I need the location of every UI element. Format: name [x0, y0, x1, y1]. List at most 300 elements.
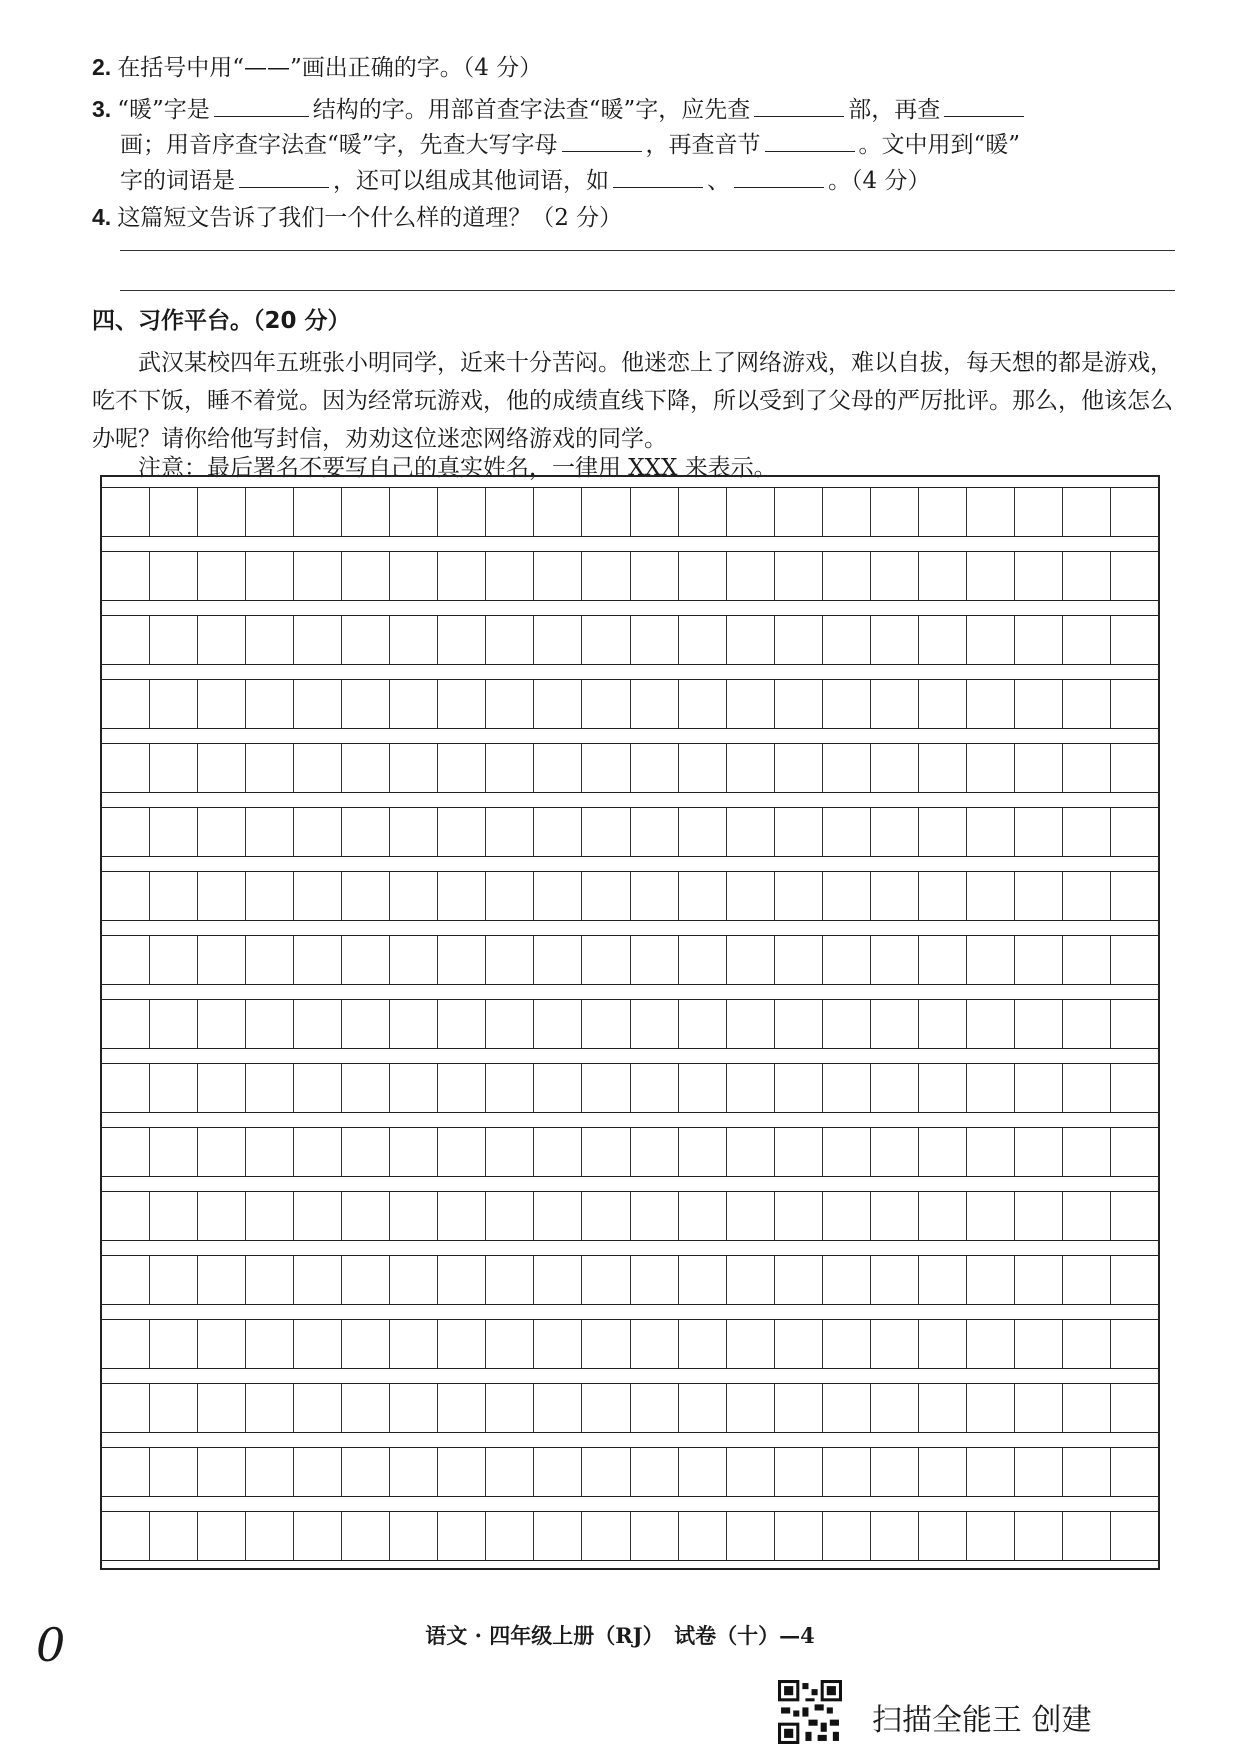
grid-cell[interactable]: [102, 808, 149, 856]
grid-cell[interactable]: [197, 1320, 245, 1368]
grid-cell[interactable]: [1110, 1192, 1158, 1240]
grid-cell[interactable]: [726, 872, 774, 920]
grid-cell[interactable]: [630, 1448, 678, 1496]
grid-cell[interactable]: [822, 488, 870, 536]
grid-cell[interactable]: [822, 1000, 870, 1048]
grid-cell[interactable]: [149, 616, 197, 664]
grid-cell[interactable]: [533, 1448, 581, 1496]
grid-cell[interactable]: [485, 872, 533, 920]
grid-cell[interactable]: [918, 680, 966, 728]
grid-cell[interactable]: [102, 744, 149, 792]
grid-cell[interactable]: [1062, 808, 1110, 856]
grid-cell[interactable]: [966, 616, 1014, 664]
grid-cell[interactable]: [389, 680, 437, 728]
grid-cell[interactable]: [678, 1192, 726, 1240]
grid-cell[interactable]: [774, 1448, 822, 1496]
grid-cell[interactable]: [437, 552, 485, 600]
grid-cell[interactable]: [485, 488, 533, 536]
grid-cell[interactable]: [485, 1320, 533, 1368]
grid-cell[interactable]: [341, 488, 389, 536]
grid-cell[interactable]: [341, 1384, 389, 1432]
grid-cell[interactable]: [918, 1064, 966, 1112]
grid-cell[interactable]: [245, 616, 293, 664]
grid-cell[interactable]: [149, 552, 197, 600]
grid-cell[interactable]: [485, 936, 533, 984]
grid-cell[interactable]: [630, 488, 678, 536]
grid-cell[interactable]: [918, 808, 966, 856]
grid-cell[interactable]: [293, 552, 341, 600]
grid-cell[interactable]: [197, 936, 245, 984]
grid-cell[interactable]: [102, 1320, 149, 1368]
answer-blank[interactable]: [734, 186, 824, 188]
grid-cell[interactable]: [341, 680, 389, 728]
grid-cell[interactable]: [437, 1512, 485, 1560]
grid-cell[interactable]: [726, 1192, 774, 1240]
grid-cell[interactable]: [102, 1512, 149, 1560]
grid-cell[interactable]: [1014, 1256, 1062, 1304]
writing-grid[interactable]: [100, 475, 1160, 1570]
grid-cell[interactable]: [102, 1448, 149, 1496]
answer-blank[interactable]: [944, 115, 1024, 117]
grid-cell[interactable]: [870, 808, 918, 856]
grid-cell[interactable]: [678, 872, 726, 920]
grid-cell[interactable]: [149, 872, 197, 920]
grid-cell[interactable]: [678, 1000, 726, 1048]
grid-cell[interactable]: [149, 1512, 197, 1560]
grid-cell[interactable]: [678, 1448, 726, 1496]
grid-cell[interactable]: [533, 1320, 581, 1368]
grid-cell[interactable]: [1110, 1384, 1158, 1432]
grid-cell[interactable]: [389, 1064, 437, 1112]
grid-cell[interactable]: [726, 1128, 774, 1176]
grid-cell[interactable]: [341, 1320, 389, 1368]
grid-cell[interactable]: [774, 1128, 822, 1176]
grid-cell[interactable]: [726, 1064, 774, 1112]
grid-cell[interactable]: [774, 808, 822, 856]
grid-cell[interactable]: [102, 680, 149, 728]
grid-cell[interactable]: [726, 808, 774, 856]
grid-cell[interactable]: [870, 872, 918, 920]
grid-cell[interactable]: [966, 1000, 1014, 1048]
grid-cell[interactable]: [630, 872, 678, 920]
grid-cell[interactable]: [1062, 1448, 1110, 1496]
grid-cell[interactable]: [581, 1256, 629, 1304]
grid-cell[interactable]: [197, 680, 245, 728]
grid-cell[interactable]: [389, 936, 437, 984]
grid-cell[interactable]: [822, 1256, 870, 1304]
grid-cell[interactable]: [774, 1320, 822, 1368]
grid-cell[interactable]: [197, 872, 245, 920]
grid-cell[interactable]: [341, 1192, 389, 1240]
grid-cell[interactable]: [726, 744, 774, 792]
grid-cell[interactable]: [102, 1384, 149, 1432]
grid-cell[interactable]: [1014, 1448, 1062, 1496]
grid-cell[interactable]: [918, 1192, 966, 1240]
grid-cell[interactable]: [485, 1000, 533, 1048]
grid-cell[interactable]: [966, 1128, 1014, 1176]
grid-cell[interactable]: [437, 744, 485, 792]
grid-cell[interactable]: [918, 1512, 966, 1560]
grid-cell[interactable]: [918, 872, 966, 920]
grid-cell[interactable]: [870, 744, 918, 792]
grid-cell[interactable]: [678, 1384, 726, 1432]
grid-cell[interactable]: [966, 552, 1014, 600]
answer-line[interactable]: [120, 250, 1175, 251]
grid-cell[interactable]: [726, 552, 774, 600]
grid-cell[interactable]: [678, 488, 726, 536]
grid-cell[interactable]: [966, 1320, 1014, 1368]
grid-cell[interactable]: [437, 1192, 485, 1240]
grid-cell[interactable]: [102, 1256, 149, 1304]
grid-cell[interactable]: [1062, 1128, 1110, 1176]
grid-cell[interactable]: [822, 552, 870, 600]
grid-cell[interactable]: [630, 1320, 678, 1368]
grid-cell[interactable]: [1014, 1128, 1062, 1176]
grid-cell[interactable]: [1014, 1064, 1062, 1112]
grid-cell[interactable]: [966, 488, 1014, 536]
grid-cell[interactable]: [774, 1512, 822, 1560]
grid-cell[interactable]: [774, 872, 822, 920]
grid-cell[interactable]: [533, 936, 581, 984]
grid-cell[interactable]: [437, 872, 485, 920]
grid-cell[interactable]: [870, 680, 918, 728]
grid-cell[interactable]: [437, 1384, 485, 1432]
grid-cell[interactable]: [149, 936, 197, 984]
grid-cell[interactable]: [630, 1064, 678, 1112]
grid-cell[interactable]: [870, 1000, 918, 1048]
grid-cell[interactable]: [1062, 1000, 1110, 1048]
grid-cell[interactable]: [966, 936, 1014, 984]
grid-cell[interactable]: [822, 936, 870, 984]
grid-cell[interactable]: [341, 872, 389, 920]
grid-cell[interactable]: [149, 1256, 197, 1304]
grid-cell[interactable]: [485, 1256, 533, 1304]
grid-cell[interactable]: [774, 552, 822, 600]
grid-cell[interactable]: [581, 1512, 629, 1560]
grid-cell[interactable]: [533, 552, 581, 600]
grid-cell[interactable]: [581, 1320, 629, 1368]
grid-cell[interactable]: [102, 872, 149, 920]
answer-blank[interactable]: [754, 115, 844, 117]
grid-cell[interactable]: [533, 680, 581, 728]
grid-cell[interactable]: [966, 1384, 1014, 1432]
grid-cell[interactable]: [245, 744, 293, 792]
grid-cell[interactable]: [966, 744, 1014, 792]
grid-cell[interactable]: [630, 1256, 678, 1304]
grid-cell[interactable]: [437, 1064, 485, 1112]
grid-cell[interactable]: [149, 744, 197, 792]
grid-cell[interactable]: [870, 1256, 918, 1304]
grid-cell[interactable]: [1014, 1512, 1062, 1560]
grid-cell[interactable]: [341, 616, 389, 664]
grid-cell[interactable]: [1062, 1192, 1110, 1240]
grid-cell[interactable]: [245, 1512, 293, 1560]
grid-cell[interactable]: [389, 1000, 437, 1048]
grid-cell[interactable]: [1110, 616, 1158, 664]
grid-cell[interactable]: [581, 744, 629, 792]
grid-cell[interactable]: [149, 808, 197, 856]
grid-cell[interactable]: [630, 808, 678, 856]
grid-cell[interactable]: [726, 616, 774, 664]
grid-cell[interactable]: [293, 1320, 341, 1368]
grid-cell[interactable]: [149, 680, 197, 728]
grid-cell[interactable]: [149, 1064, 197, 1112]
grid-cell[interactable]: [485, 1128, 533, 1176]
grid-cell[interactable]: [533, 744, 581, 792]
grid-cell[interactable]: [774, 1256, 822, 1304]
grid-cell[interactable]: [966, 1512, 1014, 1560]
grid-cell[interactable]: [293, 1064, 341, 1112]
grid-cell[interactable]: [437, 1320, 485, 1368]
grid-cell[interactable]: [1110, 936, 1158, 984]
grid-cell[interactable]: [102, 1192, 149, 1240]
grid-cell[interactable]: [437, 1448, 485, 1496]
grid-cell[interactable]: [1062, 872, 1110, 920]
grid-cell[interactable]: [630, 1384, 678, 1432]
grid-cell[interactable]: [293, 936, 341, 984]
grid-cell[interactable]: [197, 744, 245, 792]
grid-cell[interactable]: [293, 1384, 341, 1432]
grid-cell[interactable]: [918, 1448, 966, 1496]
grid-cell[interactable]: [1110, 1064, 1158, 1112]
grid-cell[interactable]: [1062, 1320, 1110, 1368]
grid-cell[interactable]: [485, 744, 533, 792]
grid-cell[interactable]: [293, 744, 341, 792]
grid-cell[interactable]: [485, 552, 533, 600]
grid-cell[interactable]: [726, 1448, 774, 1496]
grid-cell[interactable]: [581, 552, 629, 600]
grid-cell[interactable]: [1062, 680, 1110, 728]
grid-cell[interactable]: [197, 1448, 245, 1496]
grid-cell[interactable]: [149, 1000, 197, 1048]
grid-cell[interactable]: [533, 1128, 581, 1176]
grid-cell[interactable]: [341, 936, 389, 984]
grid-cell[interactable]: [726, 1000, 774, 1048]
grid-cell[interactable]: [581, 680, 629, 728]
grid-cell[interactable]: [870, 1320, 918, 1368]
grid-cell[interactable]: [341, 1000, 389, 1048]
grid-cell[interactable]: [245, 1256, 293, 1304]
grid-cell[interactable]: [1062, 936, 1110, 984]
grid-cell[interactable]: [1110, 680, 1158, 728]
grid-cell[interactable]: [485, 808, 533, 856]
grid-cell[interactable]: [437, 936, 485, 984]
grid-cell[interactable]: [918, 488, 966, 536]
grid-cell[interactable]: [870, 552, 918, 600]
grid-cell[interactable]: [197, 1064, 245, 1112]
grid-cell[interactable]: [726, 1512, 774, 1560]
grid-cell[interactable]: [581, 1192, 629, 1240]
answer-blank[interactable]: [562, 150, 642, 152]
grid-cell[interactable]: [678, 552, 726, 600]
grid-cell[interactable]: [149, 1448, 197, 1496]
grid-cell[interactable]: [581, 1448, 629, 1496]
grid-cell[interactable]: [1014, 1192, 1062, 1240]
grid-cell[interactable]: [581, 872, 629, 920]
grid-cell[interactable]: [533, 1000, 581, 1048]
grid-cell[interactable]: [389, 1192, 437, 1240]
grid-cell[interactable]: [1062, 1256, 1110, 1304]
grid-cell[interactable]: [245, 936, 293, 984]
grid-cell[interactable]: [630, 744, 678, 792]
grid-cell[interactable]: [389, 616, 437, 664]
grid-cell[interactable]: [437, 1000, 485, 1048]
grid-cell[interactable]: [341, 1256, 389, 1304]
grid-cell[interactable]: [630, 936, 678, 984]
grid-cell[interactable]: [630, 552, 678, 600]
grid-cell[interactable]: [485, 1384, 533, 1432]
grid-cell[interactable]: [197, 552, 245, 600]
grid-cell[interactable]: [1014, 1000, 1062, 1048]
grid-cell[interactable]: [630, 1000, 678, 1048]
grid-cell[interactable]: [102, 1064, 149, 1112]
grid-cell[interactable]: [245, 552, 293, 600]
grid-cell[interactable]: [293, 1448, 341, 1496]
grid-cell[interactable]: [533, 1192, 581, 1240]
grid-cell[interactable]: [389, 1512, 437, 1560]
grid-cell[interactable]: [533, 488, 581, 536]
grid-cell[interactable]: [533, 872, 581, 920]
grid-cell[interactable]: [918, 1384, 966, 1432]
grid-cell[interactable]: [1014, 616, 1062, 664]
grid-cell[interactable]: [1062, 488, 1110, 536]
grid-cell[interactable]: [630, 616, 678, 664]
grid-cell[interactable]: [1062, 744, 1110, 792]
grid-cell[interactable]: [774, 488, 822, 536]
grid-cell[interactable]: [437, 616, 485, 664]
grid-cell[interactable]: [293, 1192, 341, 1240]
grid-cell[interactable]: [726, 936, 774, 984]
grid-cell[interactable]: [678, 680, 726, 728]
grid-cell[interactable]: [197, 1384, 245, 1432]
grid-cell[interactable]: [341, 1128, 389, 1176]
grid-cell[interactable]: [966, 1192, 1014, 1240]
grid-cell[interactable]: [918, 552, 966, 600]
grid-cell[interactable]: [774, 616, 822, 664]
grid-cell[interactable]: [726, 1384, 774, 1432]
grid-cell[interactable]: [389, 488, 437, 536]
grid-cell[interactable]: [822, 1320, 870, 1368]
grid-cell[interactable]: [822, 1448, 870, 1496]
grid-cell[interactable]: [822, 1192, 870, 1240]
grid-cell[interactable]: [630, 1192, 678, 1240]
grid-cell[interactable]: [437, 1128, 485, 1176]
answer-blank[interactable]: [214, 115, 309, 117]
grid-cell[interactable]: [149, 1384, 197, 1432]
grid-cell[interactable]: [774, 936, 822, 984]
grid-cell[interactable]: [293, 872, 341, 920]
grid-cell[interactable]: [485, 1064, 533, 1112]
grid-cell[interactable]: [678, 1064, 726, 1112]
grid-cell[interactable]: [870, 1064, 918, 1112]
grid-cell[interactable]: [1014, 936, 1062, 984]
grid-cell[interactable]: [726, 1256, 774, 1304]
grid-cell[interactable]: [966, 680, 1014, 728]
grid-cell[interactable]: [726, 680, 774, 728]
grid-cell[interactable]: [533, 1384, 581, 1432]
grid-cell[interactable]: [293, 1000, 341, 1048]
grid-cell[interactable]: [918, 1128, 966, 1176]
grid-cell[interactable]: [245, 1128, 293, 1176]
grid-cell[interactable]: [774, 1384, 822, 1432]
grid-cell[interactable]: [293, 1512, 341, 1560]
grid-cell[interactable]: [1110, 1320, 1158, 1368]
grid-cell[interactable]: [389, 1256, 437, 1304]
grid-cell[interactable]: [1110, 1448, 1158, 1496]
grid-cell[interactable]: [485, 1192, 533, 1240]
grid-cell[interactable]: [1110, 808, 1158, 856]
grid-cell[interactable]: [870, 1384, 918, 1432]
grid-cell[interactable]: [245, 808, 293, 856]
grid-cell[interactable]: [245, 680, 293, 728]
grid-cell[interactable]: [485, 680, 533, 728]
grid-cell[interactable]: [966, 872, 1014, 920]
grid-cell[interactable]: [581, 936, 629, 984]
grid-cell[interactable]: [1014, 808, 1062, 856]
grid-cell[interactable]: [149, 1320, 197, 1368]
grid-cell[interactable]: [293, 1128, 341, 1176]
answer-line[interactable]: [120, 290, 1175, 291]
grid-cell[interactable]: [1062, 552, 1110, 600]
grid-cell[interactable]: [437, 680, 485, 728]
grid-cell[interactable]: [1062, 1064, 1110, 1112]
grid-cell[interactable]: [870, 1512, 918, 1560]
grid-cell[interactable]: [966, 1256, 1014, 1304]
grid-cell[interactable]: [245, 1064, 293, 1112]
grid-cell[interactable]: [245, 1192, 293, 1240]
grid-cell[interactable]: [197, 1192, 245, 1240]
grid-cell[interactable]: [245, 1000, 293, 1048]
grid-cell[interactable]: [918, 1320, 966, 1368]
grid-cell[interactable]: [1062, 1384, 1110, 1432]
grid-cell[interactable]: [870, 1128, 918, 1176]
grid-cell[interactable]: [1014, 744, 1062, 792]
grid-cell[interactable]: [197, 1000, 245, 1048]
grid-cell[interactable]: [197, 1256, 245, 1304]
grid-cell[interactable]: [1014, 680, 1062, 728]
grid-cell[interactable]: [197, 1128, 245, 1176]
grid-cell[interactable]: [341, 808, 389, 856]
grid-cell[interactable]: [485, 616, 533, 664]
grid-cell[interactable]: [918, 1256, 966, 1304]
grid-cell[interactable]: [102, 616, 149, 664]
grid-cell[interactable]: [678, 744, 726, 792]
grid-cell[interactable]: [1110, 1512, 1158, 1560]
grid-cell[interactable]: [102, 936, 149, 984]
grid-cell[interactable]: [533, 1512, 581, 1560]
grid-cell[interactable]: [870, 1448, 918, 1496]
grid-cell[interactable]: [774, 1064, 822, 1112]
grid-cell[interactable]: [149, 488, 197, 536]
grid-cell[interactable]: [341, 1064, 389, 1112]
grid-cell[interactable]: [245, 488, 293, 536]
grid-cell[interactable]: [197, 808, 245, 856]
grid-cell[interactable]: [822, 680, 870, 728]
grid-cell[interactable]: [1110, 488, 1158, 536]
grid-cell[interactable]: [726, 1320, 774, 1368]
grid-cell[interactable]: [1110, 744, 1158, 792]
grid-cell[interactable]: [774, 744, 822, 792]
grid-cell[interactable]: [197, 488, 245, 536]
grid-cell[interactable]: [1110, 1256, 1158, 1304]
grid-cell[interactable]: [1110, 1000, 1158, 1048]
grid-cell[interactable]: [966, 1064, 1014, 1112]
grid-cell[interactable]: [533, 1064, 581, 1112]
grid-cell[interactable]: [822, 616, 870, 664]
answer-blank[interactable]: [765, 150, 855, 152]
grid-cell[interactable]: [389, 744, 437, 792]
grid-cell[interactable]: [197, 616, 245, 664]
